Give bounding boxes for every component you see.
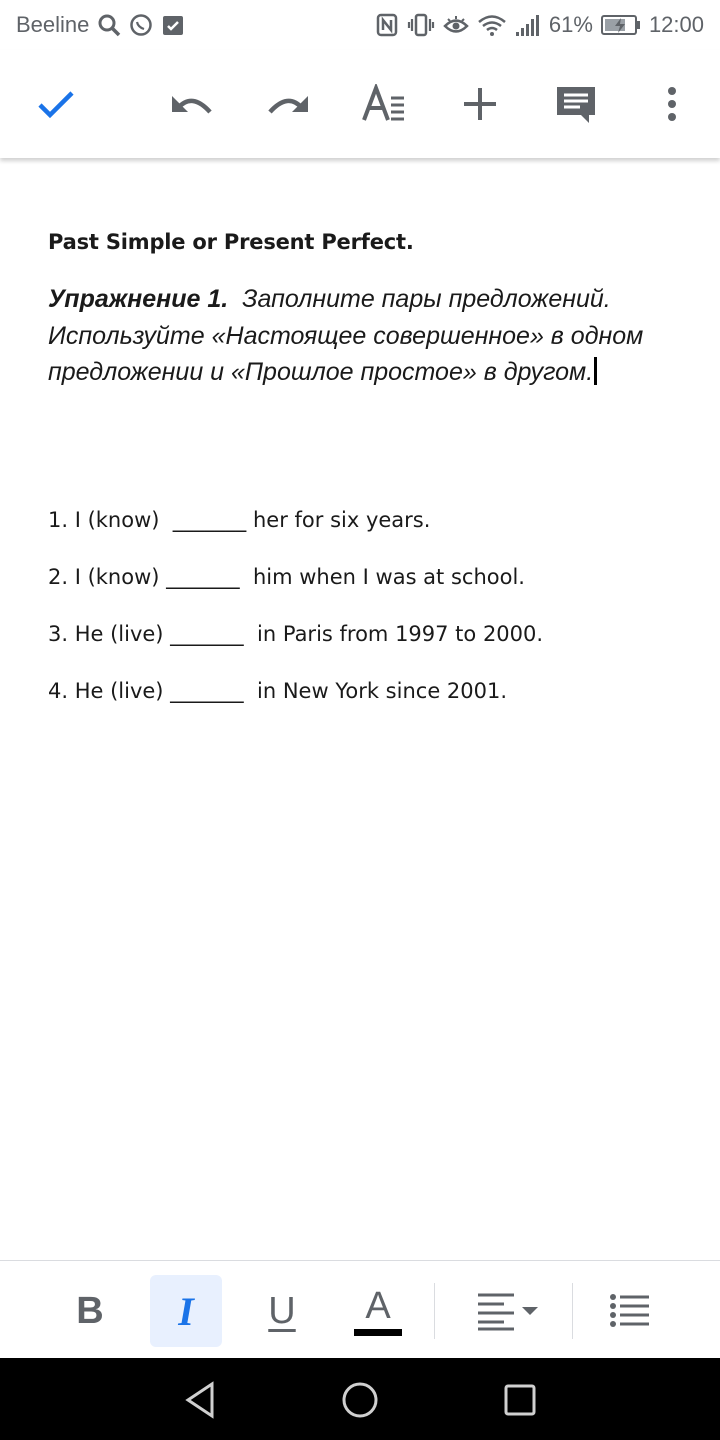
battery-charging-icon	[601, 14, 641, 36]
instruction-paragraph	[48, 281, 668, 391]
underline-icon: U	[268, 1289, 296, 1332]
bulleted-list-icon	[610, 1294, 650, 1328]
task-check-icon	[161, 13, 185, 37]
text-color-button[interactable]	[342, 1275, 414, 1347]
insert-icon	[462, 86, 498, 122]
insert-button[interactable]	[448, 72, 512, 136]
text-color-swatch	[354, 1329, 402, 1336]
italic-button[interactable]	[150, 1275, 222, 1347]
back-icon	[182, 1381, 218, 1419]
eye-comfort-icon	[443, 13, 469, 37]
nfc-icon	[375, 13, 399, 37]
home-button[interactable]	[328, 1368, 392, 1432]
back-button[interactable]	[168, 1368, 232, 1432]
exercise-item-2: 2. I (know) _______ him when I was at school.	[48, 565, 525, 589]
undo-button[interactable]	[160, 72, 224, 136]
status-left	[16, 12, 185, 38]
redo-button[interactable]	[256, 72, 320, 136]
signal-icon	[515, 13, 541, 37]
underline-button[interactable]	[246, 1275, 318, 1347]
exercise-list	[48, 503, 688, 731]
bulleted-list-button[interactable]	[594, 1275, 666, 1347]
whatsapp-icon	[129, 13, 153, 37]
bold-icon: B	[76, 1289, 104, 1332]
carrier-name: Beeline	[16, 12, 90, 37]
more-icon	[666, 86, 678, 122]
toolbar-separator	[572, 1283, 573, 1339]
system-nav-bar	[0, 1358, 720, 1440]
top-toolbar	[0, 50, 720, 158]
battery-percent: 61%	[548, 12, 593, 37]
text-color-icon: A	[365, 1284, 391, 1327]
recents-icon	[503, 1383, 537, 1417]
toolbar-separator	[434, 1283, 435, 1339]
redo-icon	[266, 88, 310, 120]
document-heading: Past Simple or Present Perfect.	[48, 230, 414, 254]
bold-button[interactable]	[54, 1275, 126, 1347]
exercise-item-3: 3. He (live) _______ in Paris from 1997 to 2000.	[48, 622, 544, 646]
text-cursor	[594, 357, 597, 385]
align-dropdown-button[interactable]	[468, 1275, 548, 1347]
format-toolbar	[0, 1260, 720, 1358]
align-left-icon	[474, 1291, 542, 1331]
comment-button[interactable]	[544, 72, 608, 136]
exercise-item-4: 4. He (live) _______ in New York since 2001.	[48, 679, 508, 703]
recents-button[interactable]	[488, 1368, 552, 1432]
exercise-item-1: 1. I (know) _______ her for six years.	[48, 508, 431, 532]
text-format-button[interactable]	[352, 72, 416, 136]
undo-icon	[170, 88, 214, 120]
check-icon	[36, 84, 76, 124]
done-button[interactable]	[24, 72, 88, 136]
document-body[interactable]	[48, 225, 688, 703]
search-icon	[97, 13, 121, 37]
comment-icon	[555, 83, 597, 125]
more-options-button[interactable]	[640, 72, 704, 136]
home-icon	[341, 1381, 379, 1419]
status-right	[375, 12, 704, 38]
instruction-text: Заполните пары предложений. Используйте «Настоящее совершенное» в одном предложении и «Прошлое простое» в другом.	[48, 285, 644, 386]
vibrate-icon	[407, 13, 435, 37]
status-bar	[0, 0, 720, 50]
italic-icon: I	[178, 1288, 194, 1334]
wifi-icon	[477, 13, 507, 37]
clock-time: 12:00	[648, 12, 704, 37]
text-format-icon	[362, 84, 406, 124]
exercise-label: Упражнение 1.	[48, 285, 229, 313]
